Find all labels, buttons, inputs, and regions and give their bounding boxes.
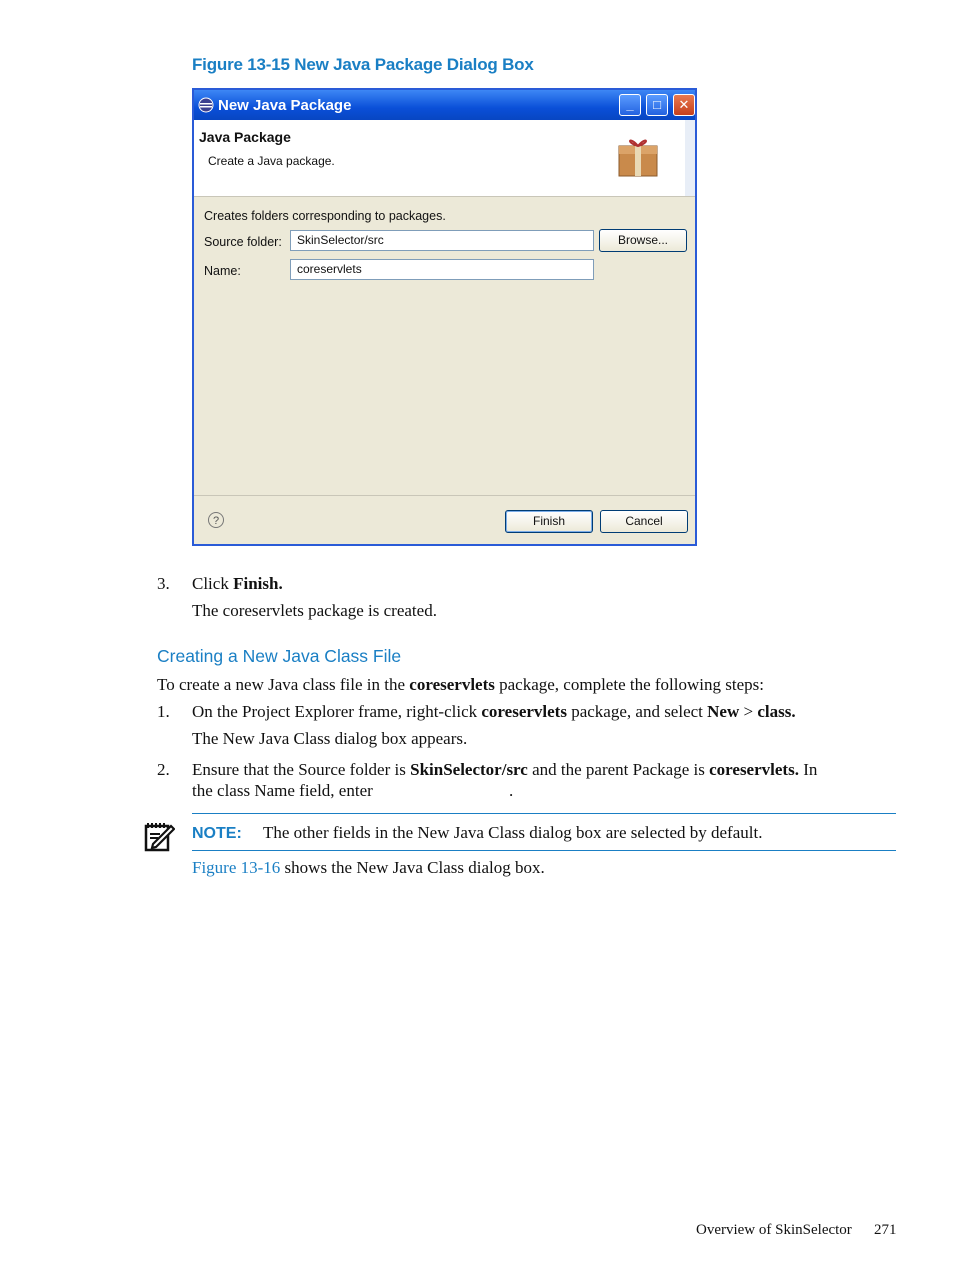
step2-line2: the class Name field, enter <box>192 781 373 800</box>
note-top-rule <box>192 813 896 814</box>
eclipse-icon <box>198 97 214 113</box>
figure-reference: Figure 13-16 shows the New Java Class dialog box. <box>192 858 545 877</box>
step1-number: 1. <box>157 702 170 721</box>
footer-section: Overview of SkinSelector <box>696 1222 852 1238</box>
step2-line2-end: . <box>509 781 514 800</box>
note-row <box>192 823 242 844</box>
banner-heading: Java Package <box>199 129 291 145</box>
step1-text: On the Project Explorer frame, right-click coreservlets package, and select New > class. <box>192 702 796 721</box>
finish-button[interactable]: Finish <box>505 510 593 533</box>
new-java-package-dialog <box>192 88 697 546</box>
figure-13-16-link[interactable]: Figure 13-16 <box>192 858 281 877</box>
close-button[interactable]: ✕ <box>673 94 695 116</box>
name-field[interactable]: coreservlets <box>290 259 594 280</box>
note-label: NOTE: <box>192 825 242 842</box>
step2-number: 2. <box>157 760 170 779</box>
step1-result: The New Java Class dialog box appears. <box>192 729 468 748</box>
footer-divider <box>194 495 695 496</box>
figure-caption: Figure 13-15 New Java Package Dialog Box <box>192 55 534 74</box>
step3-text: Click Finish. <box>192 574 283 593</box>
step3-result: The coreservlets package is created. <box>192 601 437 620</box>
cancel-button[interactable]: Cancel <box>600 510 688 533</box>
source-folder-label: Source folder: <box>204 235 282 249</box>
package-icon <box>615 134 661 180</box>
note-bottom-rule <box>192 850 896 851</box>
info-text: Creates folders corresponding to packages. <box>204 209 446 223</box>
note-icon <box>143 820 175 852</box>
dialog-title: New Java Package <box>218 97 352 114</box>
help-icon[interactable]: ? <box>208 512 224 528</box>
dialog-titlebar <box>194 90 695 120</box>
maximize-button[interactable]: □ <box>646 94 668 116</box>
note-text: The other fields in the New Java Class dialog box are selected by default. <box>263 823 763 842</box>
source-folder-field[interactable]: SkinSelector/src <box>290 230 594 251</box>
dialog-banner <box>194 120 695 197</box>
minimize-button[interactable]: _ <box>619 94 641 116</box>
section-heading: Creating a New Java Class File <box>157 646 402 666</box>
step3-number: 3. <box>157 574 170 593</box>
name-label: Name: <box>204 264 241 278</box>
banner-description: Create a Java package. <box>208 154 335 168</box>
section-intro: To create a new Java class file in the coreservlets package, complete the following steps: <box>157 675 764 694</box>
page-number: 271 <box>874 1222 897 1238</box>
browse-button[interactable]: Browse... <box>599 229 687 252</box>
banner-edge <box>685 120 695 196</box>
step2-text: Ensure that the Source folder is SkinSelector/src and the parent Package is coreservlets. In <box>192 760 818 779</box>
